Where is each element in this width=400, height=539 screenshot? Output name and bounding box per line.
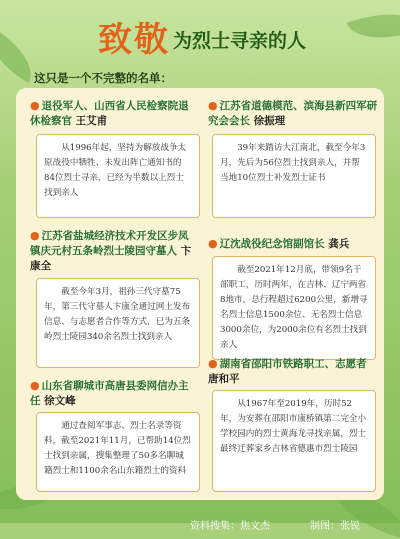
entry-role: 退役军人、山西省人民检察院退休检察官 <box>30 100 189 127</box>
entry-text-box: 截至今年3月，祖孙三代守墓75年，第三代守墓人卞康全通过网上发布信息、与志愿者合作等方式，已为五条岭烈士陵园340余名烈士找到亲人 <box>36 278 200 368</box>
entry-name: 唐和平 <box>208 373 240 385</box>
intro-text: 这只是一个不完整的名单： <box>34 71 172 85</box>
entry-text-box: 从1996年起，坚持为解放战争太原战役中牺牲、未发出阵亡通知书的84位烈士寻亲，已经为半数以上烈士找到亲人 <box>36 134 200 218</box>
entry-heading <box>30 98 198 129</box>
entry-text-box: 从1967年至2019年，历时52年，为安葬在邵阳市康桥镇第二完全小学校园内的烈士黄海龙寻找亲属，烈士最终迁葬家乡吉林省德惠市烈士陵园 <box>212 390 376 492</box>
bullet-icon: ● <box>208 237 218 250</box>
entry-heading <box>208 98 378 129</box>
entry-role: 湖南省邵阳市铁路职工、志愿者 <box>219 358 367 370</box>
entry-name: 徐文峰 <box>44 395 76 407</box>
entry-text-box: 通过查阅军事志、烈士名录等资料，截至2021年11月，已帮助14位烈士找到亲属，搜集整理了50多名聊城籍烈士和1100余名山东籍烈士的资料 <box>36 412 200 492</box>
entry-role: 江苏省道德模范、滨海县新四军研究会会长 <box>208 100 378 127</box>
entry-name: 徐振理 <box>253 115 286 127</box>
entry-name: 王艾甫 <box>75 115 108 127</box>
entry-role: 江苏省盐城经济技术开发区步凤镇庆元村五条岭烈士陵园守墓人 <box>30 230 189 257</box>
source-credit: 资料搜集：焦文杰 <box>190 521 270 532</box>
bullet-icon: ● <box>30 229 40 242</box>
entry-text-box: 截至2021年12月底，带领9名干部职工，历时两年，在吉林、辽宁两省8地市，总行程超过6200公里，新增寻名烈士信息1500余位、无名烈士信息3000余位，为2000余位有名烈士找到亲人 <box>212 256 376 360</box>
entry-heading <box>30 378 198 409</box>
entry-role: 山东省聊城市高唐县委网信办主任 <box>30 380 189 407</box>
bullet-icon: ● <box>208 357 218 370</box>
content-panel <box>16 88 384 500</box>
title-main: 致敬 <box>98 20 170 60</box>
page-title <box>0 6 400 58</box>
entry-name: 卞康全 <box>30 245 192 272</box>
bullet-icon: ● <box>30 379 40 392</box>
entry-text-box: 39年来踏访大江南北，截至今年3月，先后为56位烈士找到亲人，并帮当地10位烈士补发烈士证书 <box>212 134 376 218</box>
entry-heading <box>208 236 378 252</box>
entry-heading <box>208 356 378 387</box>
entry-role: 辽沈战役纪念馆副馆长 <box>219 238 325 250</box>
title-sub: 为烈士寻亲的人 <box>173 30 307 52</box>
entry-heading <box>30 228 198 274</box>
entry-name: 龚兵 <box>328 238 350 250</box>
design-credit: 制图：张锐 <box>310 521 360 532</box>
bullet-icon: ● <box>208 99 218 112</box>
bullet-icon: ● <box>30 99 40 112</box>
